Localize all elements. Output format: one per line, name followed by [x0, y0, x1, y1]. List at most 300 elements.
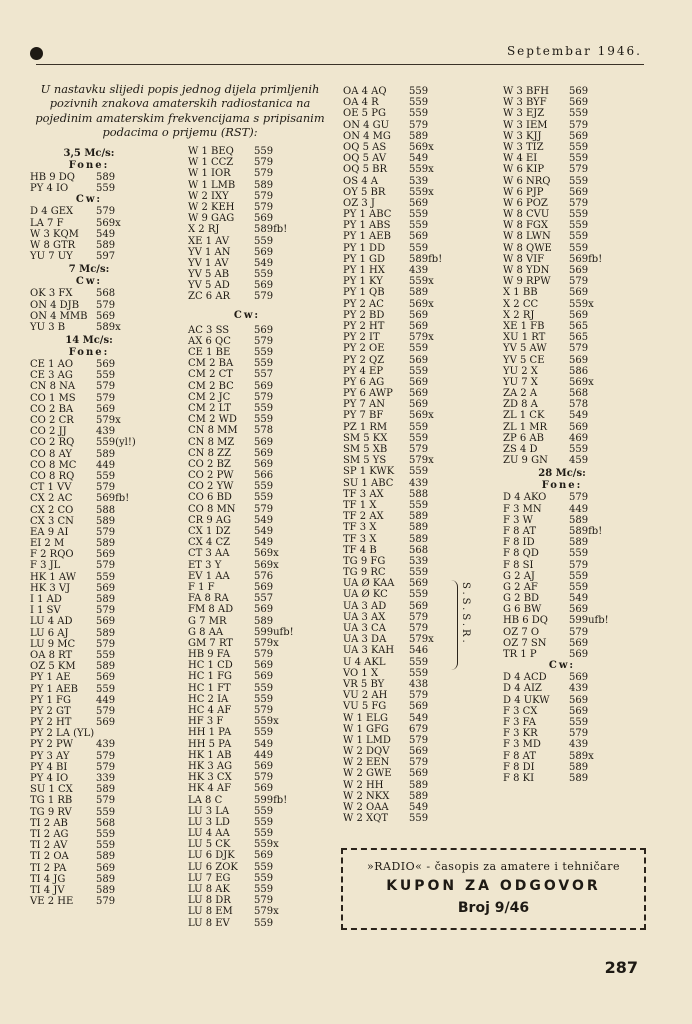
- rst-report: 579: [409, 444, 429, 455]
- rst-report: 559: [409, 432, 429, 444]
- callsign-row: [343, 422, 461, 433]
- callsign: CM 2 BC: [188, 380, 234, 392]
- rst-report: 439: [569, 739, 589, 751]
- callsign: W 2 EEN: [343, 757, 390, 769]
- band-heading: 14 Mc/s:: [65, 335, 113, 347]
- rst-report: 559x: [409, 164, 434, 176]
- callsign: CM 2 LT: [188, 402, 232, 414]
- callsign: CO 8 MC: [30, 459, 77, 471]
- callsign: G 2 AJ: [503, 570, 535, 582]
- rst-report: 568: [569, 388, 589, 400]
- rst-report: 589: [96, 627, 116, 639]
- callsign-row: [343, 153, 461, 164]
- callsign-row: [188, 448, 306, 459]
- rst-report: 589: [409, 287, 429, 299]
- callsign-row: [503, 410, 621, 421]
- callsign-row: [188, 727, 306, 738]
- callsign-row: [188, 616, 306, 627]
- callsign-row: [30, 493, 148, 504]
- callsign-row: [503, 108, 621, 119]
- callsign: OQ 5 AV: [343, 153, 387, 165]
- callsign-row: [343, 768, 461, 779]
- rst-report: 579: [254, 895, 274, 907]
- callsign-row: [30, 572, 148, 583]
- rst-report: 579x: [96, 415, 121, 426]
- callsign-row: [343, 567, 461, 578]
- callsign: HK 1 AW: [30, 571, 77, 583]
- callsign-row: [503, 773, 621, 784]
- callsign: HC 1 FT: [188, 682, 231, 694]
- ussr-label: S.S.S.R.: [460, 582, 471, 646]
- rst-report: 559: [96, 649, 116, 661]
- rst-report: 589: [254, 179, 274, 191]
- callsign: F 8 AT: [503, 750, 537, 762]
- ussr-brace: [451, 580, 458, 670]
- callsign: ZS 4 D: [503, 444, 538, 455]
- rst-report: 559: [254, 682, 274, 694]
- rst-report: 569x: [96, 217, 121, 229]
- callsign-row: [503, 377, 621, 388]
- callsign-row: [343, 299, 461, 310]
- callsign-row: [188, 157, 306, 168]
- callsign: HH 1 PA: [188, 727, 232, 739]
- callsign-row: [503, 366, 621, 377]
- callsign-row: [343, 500, 461, 511]
- rst-report: 569: [569, 421, 589, 433]
- rst-report: 559: [254, 146, 274, 157]
- rst-report: 549: [254, 514, 274, 526]
- rst-report: 569: [254, 447, 274, 459]
- rst-report: 569: [254, 760, 274, 772]
- callsign: LU 3 LD: [188, 816, 230, 828]
- rst-report: 579: [569, 559, 589, 571]
- callsign-row: [503, 739, 621, 750]
- callsign-row: [343, 265, 461, 276]
- callsign: D 4 GEX: [30, 206, 74, 218]
- rst-report: 568: [96, 817, 116, 829]
- callsign: SM 5 KX: [343, 432, 388, 444]
- callsign-row: [30, 415, 148, 426]
- callsign: HC 1 FG: [188, 671, 233, 683]
- callsign-row: [30, 183, 148, 194]
- callsign-row: [188, 336, 306, 347]
- callsign-row: [188, 280, 306, 291]
- intro-paragraph: U nastavku slijedi popis jednog dijela primljenih pozivnih znakova amaterskih radiostanica na pojedinim amaterskim frekvencijama s pripisanim podacima o prijemu (RST):: [35, 82, 325, 140]
- callsign: F 8 SI: [503, 559, 534, 571]
- callsign-row: [30, 605, 148, 616]
- callsign-row: [503, 243, 621, 254]
- callsign: OA 4 R: [343, 97, 379, 109]
- callsign: PY 1 AE: [30, 672, 71, 684]
- callsign-row: [30, 549, 148, 560]
- rst-report: 559x: [254, 716, 279, 728]
- rst-report: 559: [569, 716, 589, 728]
- column-3: [343, 86, 461, 824]
- mode-heading: Cw:: [548, 660, 576, 672]
- callsign-row: [188, 403, 306, 414]
- rst-report: 439: [409, 477, 429, 489]
- callsign: YV 5 AD: [188, 280, 230, 292]
- callsign-row: [188, 504, 306, 515]
- callsign-row: [30, 650, 148, 661]
- callsign: G 2 AF: [503, 581, 538, 593]
- callsign: AX 6 QC: [188, 335, 231, 347]
- callsign-row: [503, 153, 621, 164]
- callsign: LU 8 EM: [188, 906, 233, 918]
- callsign-row: [188, 739, 306, 750]
- callsign-row: [343, 713, 461, 724]
- rst-report: 579: [569, 728, 589, 740]
- callsign-row: [343, 780, 461, 791]
- callsign: X 2 CC: [503, 298, 539, 310]
- callsign-row: [188, 515, 306, 526]
- callsign: LU 9 MC: [30, 638, 76, 650]
- callsign-row: [343, 410, 461, 421]
- rst-report: 569fb!: [96, 493, 130, 505]
- callsign: SU 1 CX: [30, 784, 73, 796]
- callsign-row: [503, 706, 621, 717]
- callsign-row: [343, 377, 461, 388]
- rst-report: 569: [569, 186, 589, 198]
- rst-report: 559: [254, 828, 274, 840]
- callsign-row: [343, 679, 461, 690]
- rst-report: 469: [569, 432, 589, 444]
- callsign: VU 5 FG: [343, 701, 387, 713]
- rst-report: 579: [254, 772, 274, 784]
- callsign: XE 1 AV: [188, 235, 230, 247]
- callsign-row: [188, 582, 306, 593]
- callsign-row: [30, 818, 148, 829]
- callsign: UA 3 AD: [343, 600, 387, 612]
- rst-report: 589fb!: [569, 525, 603, 537]
- callsign: LU 6 DJK: [188, 850, 235, 862]
- rst-report: 569: [254, 671, 274, 683]
- rst-report: 569: [96, 359, 116, 371]
- callsign-row: [343, 545, 461, 556]
- callsign-row: [343, 645, 461, 656]
- callsign-row: [30, 807, 148, 818]
- rst-report: 559: [254, 861, 274, 873]
- rst-report: 599ufb!: [254, 626, 294, 638]
- callsign-row: [188, 548, 306, 559]
- rst-report: 569: [409, 746, 429, 758]
- callsign: HK 3 VJ: [30, 582, 71, 594]
- callsign: F 8 DI: [503, 761, 535, 773]
- mode-heading: Cw:: [75, 194, 103, 206]
- callsign-row: [30, 449, 148, 460]
- callsign: PY 2 BD: [343, 309, 385, 321]
- callsign: CM 2 BA: [188, 358, 234, 370]
- callsign-row: [188, 850, 306, 861]
- callsign-row: [343, 97, 461, 108]
- rst-report: 569: [254, 380, 274, 392]
- callsign: LA 8 C: [188, 794, 223, 806]
- callsign-row: [343, 131, 461, 142]
- callsign: W 2 IXY: [188, 190, 229, 202]
- rst-report: 559: [96, 840, 116, 852]
- callsign-row: [503, 615, 621, 626]
- callsign: W 6 PJP: [503, 186, 544, 198]
- callsign: SM 5 XB: [343, 444, 388, 455]
- coupon-publication: »RADIO« - časopis za amatere i tehničare: [367, 860, 620, 873]
- page-number: 287: [604, 958, 638, 977]
- callsign: ET 3 Y: [188, 559, 222, 571]
- callsign: TG 9 RC: [343, 567, 386, 579]
- rst-report: 569: [254, 280, 274, 292]
- callsign: PY 6 AG: [343, 376, 385, 388]
- callsign-row: [503, 355, 621, 366]
- callsign-row: [30, 471, 148, 482]
- rst-report: 569: [409, 197, 429, 209]
- callsign: CX 2 AC: [30, 493, 73, 505]
- callsign-row: [503, 321, 621, 332]
- rst-report: 339: [96, 773, 116, 784]
- callsign: CO 2 BA: [30, 403, 74, 415]
- reply-coupon: [341, 848, 646, 930]
- rst-report: 569: [254, 324, 274, 336]
- rst-report: 579: [96, 381, 116, 393]
- callsign: HB 9 DQ: [30, 172, 76, 183]
- rst-report: [96, 728, 148, 739]
- rst-report: 579: [96, 896, 116, 908]
- callsign-row: [188, 191, 306, 202]
- rst-report: 569: [409, 320, 429, 332]
- callsign-row: [188, 325, 306, 336]
- callsign-row: [343, 534, 461, 545]
- rst-report: 589: [569, 537, 589, 549]
- rst-report: 559: [409, 209, 429, 221]
- callsign-row: [30, 381, 148, 392]
- callsign: F 3 W: [503, 514, 533, 526]
- rst-report: 589: [409, 533, 429, 545]
- callsign-row: [343, 120, 461, 131]
- callsign-row: [188, 291, 306, 302]
- callsign-row: [503, 593, 621, 604]
- rst-report: 559: [569, 175, 589, 187]
- rst-report: 569: [569, 309, 589, 321]
- rst-report: 559: [569, 444, 589, 455]
- rst-report: 589: [254, 615, 274, 627]
- callsign: D 4 AKO: [503, 492, 547, 504]
- callsign-row: [503, 187, 621, 198]
- callsign: TI 2 PA: [30, 862, 67, 874]
- callsign: AC 3 SS: [188, 324, 230, 336]
- callsign-row: [503, 209, 621, 220]
- rst-report: 569: [254, 783, 274, 795]
- rst-report: 579: [409, 623, 429, 634]
- callsign: VU 2 AH: [343, 690, 388, 702]
- callsign: YV 1 AV: [188, 257, 229, 269]
- callsign-row: [188, 571, 306, 582]
- rst-report: 549: [254, 526, 274, 537]
- callsign: ZL 1 CK: [503, 410, 545, 422]
- rst-report: 439: [409, 265, 429, 276]
- band-heading: 7 Mc/s:: [68, 264, 110, 276]
- callsign: CO 2 RQ: [30, 437, 75, 449]
- callsign-row: [30, 684, 148, 695]
- callsign-row: [343, 589, 461, 600]
- rst-report: 579: [254, 168, 274, 180]
- rst-report: 569: [96, 403, 116, 415]
- callsign: TG 9 FG: [343, 555, 386, 567]
- rst-report: 559: [409, 242, 429, 254]
- callsign: VE 2 HE: [30, 896, 74, 908]
- rst-report: 679: [409, 723, 429, 735]
- callsign: W 3 KJJ: [503, 130, 542, 142]
- rst-report: 569: [96, 717, 116, 729]
- mode-heading: Fone:: [541, 480, 583, 492]
- rst-report: 569: [254, 458, 274, 470]
- callsign-row: [503, 399, 621, 410]
- callsign: HH 5 PA: [188, 738, 232, 750]
- rst-report: 559: [409, 667, 429, 679]
- rst-report: 579x: [409, 455, 434, 467]
- callsign: HK 4 AF: [188, 783, 232, 795]
- callsign-row: [503, 131, 621, 142]
- rst-report: 579: [254, 190, 274, 202]
- callsign: OQ 5 BR: [343, 164, 387, 176]
- callsign: PY 4 BI: [30, 761, 68, 773]
- callsign: W 1 CCZ: [188, 157, 234, 169]
- rst-report: 549: [409, 802, 429, 813]
- callsign: OZ 7 SN: [503, 637, 547, 649]
- callsign-row: [343, 220, 461, 231]
- rst-report: 568: [409, 544, 429, 556]
- rst-report: 559: [254, 492, 274, 504]
- callsign: YU 3 B: [30, 321, 66, 333]
- callsign: W 2 DQV: [343, 746, 390, 758]
- rst-report: 449: [96, 459, 116, 471]
- rst-report: 589: [409, 511, 429, 523]
- callsign: W 8 GTR: [30, 239, 76, 251]
- callsign-row: [343, 701, 461, 712]
- callsign-row: [188, 895, 306, 906]
- rst-report: 449: [96, 694, 116, 706]
- callsign-row: [30, 288, 148, 299]
- callsign: TF 3 X: [343, 522, 377, 534]
- callsign-row: [503, 627, 621, 638]
- callsign: TF 2 AX: [343, 511, 384, 523]
- callsign-row: [343, 198, 461, 209]
- callsign-row: [188, 437, 306, 448]
- rst-report: 438: [409, 678, 429, 690]
- rst-report: 559: [409, 421, 429, 433]
- rst-report: 579: [96, 482, 116, 494]
- rst-report: 589: [96, 851, 116, 863]
- rst-report: 449: [569, 503, 589, 515]
- callsign-row: [188, 247, 306, 258]
- callsign-row: [503, 537, 621, 548]
- callsign: ZP 6 AB: [503, 432, 544, 444]
- rst-report: 559: [254, 414, 274, 426]
- rst-report: 589: [569, 772, 589, 784]
- callsign-row: [188, 694, 306, 705]
- rst-report: 579: [254, 201, 274, 213]
- rst-report: 579: [409, 734, 429, 746]
- rst-report: 569: [96, 616, 116, 628]
- rst-report: 579: [96, 392, 116, 404]
- callsign-row: [503, 310, 621, 321]
- callsign-row: [503, 695, 621, 706]
- rst-report: 549: [569, 593, 589, 605]
- callsign: OZ 3 J: [343, 197, 375, 209]
- rst-report: 579: [254, 157, 274, 169]
- rst-report: 569: [409, 231, 429, 243]
- callsign-row: [503, 571, 621, 582]
- callsign: CO 8 MN: [188, 503, 236, 515]
- callsign: CO 1 MS: [30, 392, 76, 404]
- callsign: LU 3 LA: [188, 805, 230, 817]
- callsign-row: [30, 505, 148, 516]
- callsign-row: [188, 873, 306, 884]
- callsign: W 8 CVU: [503, 209, 550, 221]
- callsign: CO 2 YW: [188, 481, 234, 493]
- rst-report: 566: [254, 470, 274, 482]
- rst-report: 579: [254, 649, 274, 661]
- callsign-row: [503, 388, 621, 399]
- rst-report: 569fb!: [569, 253, 603, 265]
- rst-report: 579: [409, 757, 429, 769]
- rst-report: 569x: [409, 410, 434, 422]
- rst-report: 597: [96, 251, 116, 263]
- callsign-row: [188, 236, 306, 247]
- callsign-row: [30, 784, 148, 795]
- rst-report: 579x: [409, 634, 434, 646]
- callsign: W 3 TIZ: [503, 141, 544, 153]
- callsign-row: [188, 772, 306, 783]
- callsign-row: [188, 862, 306, 873]
- rst-report: 588: [409, 488, 429, 500]
- callsign-row: [188, 369, 306, 380]
- rst-report: 569: [409, 701, 429, 713]
- callsign-row: [30, 393, 148, 404]
- callsign: ZU 9 GN: [503, 455, 548, 467]
- rst-report: 589: [96, 172, 116, 183]
- rst-report: 579: [409, 690, 429, 702]
- callsign-row: [30, 874, 148, 885]
- rst-report: 565: [569, 320, 589, 332]
- callsign: HC 2 IA: [188, 693, 229, 705]
- mode-heading: Fone:: [68, 160, 110, 171]
- callsign-row: [188, 425, 306, 436]
- callsign: F 3 KR: [503, 728, 538, 740]
- callsign-row: [343, 478, 461, 489]
- callsign: TF 3 X: [343, 533, 377, 545]
- callsign: W 2 NKX: [343, 790, 390, 802]
- callsign: LU 6 ZOK: [188, 861, 238, 873]
- callsign-row: [30, 706, 148, 717]
- callsign-row: [30, 773, 148, 784]
- rst-report: 589x: [569, 750, 594, 762]
- callsign-row: [503, 97, 621, 108]
- callsign-row: [188, 795, 306, 806]
- callsign-row: [30, 829, 148, 840]
- callsign: W 2 GWE: [343, 768, 392, 780]
- callsign-row: [188, 492, 306, 503]
- callsign-row: [30, 616, 148, 627]
- rst-report: 559: [409, 656, 429, 668]
- callsign: X 2 RJ: [188, 224, 220, 236]
- callsign-row: [503, 265, 621, 276]
- callsign-row: [503, 683, 621, 694]
- rst-report: 569: [254, 581, 274, 593]
- callsign: OA 4 AQ: [343, 86, 387, 97]
- rst-report: 569: [569, 672, 589, 684]
- callsign-row: [30, 300, 148, 311]
- rst-report: 579: [96, 705, 116, 717]
- callsign-row: [30, 560, 148, 571]
- rst-report: 569: [569, 86, 589, 97]
